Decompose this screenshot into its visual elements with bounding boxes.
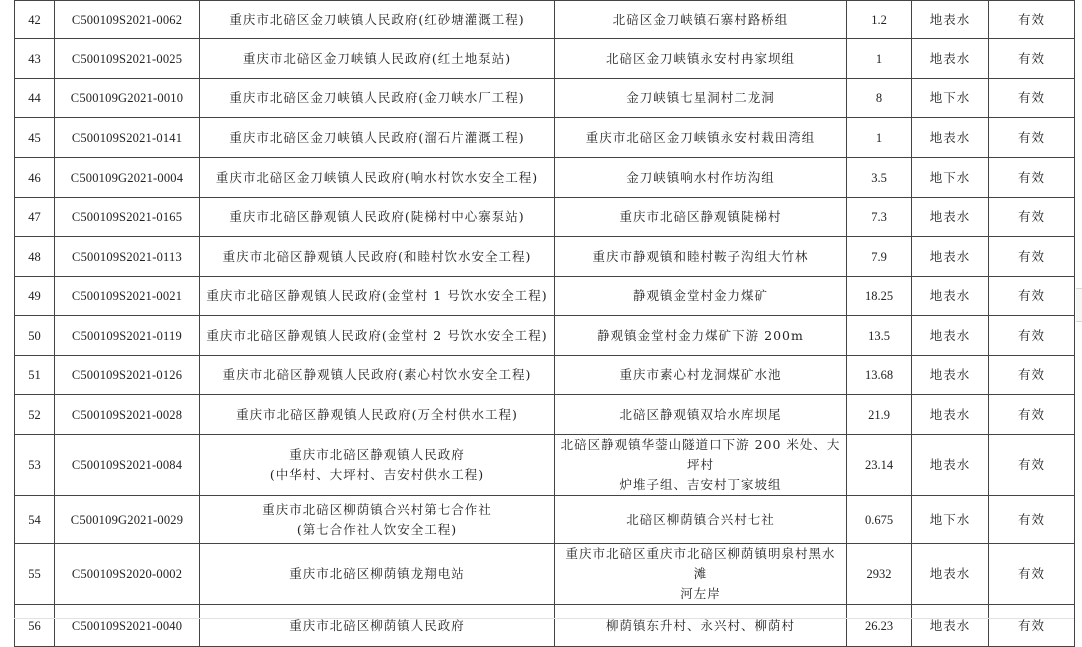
cell-permit-holder — [200, 395, 555, 435]
cell-status: 有效 — [989, 496, 1075, 544]
cell-row-number: 56 — [15, 605, 55, 647]
cell-status: 有效 — [989, 1, 1075, 39]
cell-permit-holder-line: (中华村、大坪村、吉安村供水工程) — [269, 467, 485, 482]
cell-intake-location-line: 北碚区静观镇华蓥山隧道口下游 200 米处、大坪村 — [560, 437, 841, 472]
cell-intake-location — [555, 605, 847, 647]
cell-permit-holder — [200, 496, 555, 544]
cell-intake-location — [555, 198, 847, 237]
cell-row-number: 50 — [15, 316, 55, 356]
cell-water-type: 地表水 — [912, 1, 989, 39]
cell-water-type: 地表水 — [912, 356, 989, 395]
cell-permit-code: C500109S2021-0021 — [55, 277, 200, 316]
cell-quantity: 1 — [847, 118, 912, 158]
cell-intake-location — [555, 118, 847, 158]
cell-permit-holder-line: 重庆市北碚区静观镇人民政府(万全村供水工程) — [236, 406, 518, 422]
cell-intake-location-line: 北碚区柳荫镇合兴村七社 — [626, 511, 775, 527]
cell-water-type: 地表水 — [912, 277, 989, 316]
cell-permit-holder — [200, 79, 555, 118]
cell-permit-holder — [200, 158, 555, 198]
cell-intake-location-line: 柳荫镇东升村、永兴村、柳荫村 — [605, 617, 795, 633]
cell-quantity: 2932 — [847, 544, 912, 605]
cell-intake-location — [555, 39, 847, 79]
cell-intake-location-line: 北碚区金刀峡镇石寨村路桥组 — [612, 11, 789, 27]
cell-water-type: 地表水 — [912, 39, 989, 79]
cell-intake-location — [555, 496, 847, 544]
table-body — [15, 1, 1075, 647]
cell-row-number: 42 — [15, 1, 55, 39]
cell-quantity: 7.9 — [847, 237, 912, 277]
cell-row-number: 53 — [15, 435, 55, 496]
cell-permit-holder-line: 重庆市北碚区金刀峡镇人民政府(红砂塘灌溉工程) — [229, 11, 525, 27]
cell-status: 有效 — [989, 237, 1075, 277]
table-row — [15, 118, 1075, 158]
cell-intake-location — [555, 395, 847, 435]
cell-intake-location — [555, 435, 847, 496]
cell-status: 有效 — [989, 198, 1075, 237]
page-edge-marker — [1076, 288, 1082, 322]
cell-quantity: 26.23 — [847, 605, 912, 647]
table-row — [15, 544, 1075, 605]
cell-water-type: 地表水 — [912, 605, 989, 647]
cell-water-type: 地下水 — [912, 79, 989, 118]
cell-water-type: 地表水 — [912, 316, 989, 356]
cell-permit-holder-line: 重庆市北碚区金刀峡镇人民政府(溜石片灌溉工程) — [229, 129, 525, 145]
cell-permit-code: C500109S2021-0119 — [55, 316, 200, 356]
cell-intake-location-line: 静观镇金堂村金力煤矿下游 200m — [597, 327, 804, 343]
cell-permit-code: C500109S2021-0113 — [55, 237, 200, 277]
cell-intake-location-line: 重庆市素心村龙洞煤矿水池 — [619, 367, 782, 382]
cell-status: 有效 — [989, 316, 1075, 356]
cell-intake-location — [555, 316, 847, 356]
cell-quantity: 13.68 — [847, 356, 912, 395]
cell-permit-code: C500109G2021-0004 — [55, 158, 200, 198]
cell-permit-holder — [200, 39, 555, 79]
cell-intake-location-line: 静观镇金堂村金力煤矿 — [632, 288, 768, 303]
page-bottom-rule — [14, 618, 1074, 619]
cell-permit-holder-line: 重庆市北碚区柳荫镇龙翔电站 — [289, 566, 465, 581]
cell-row-number: 44 — [15, 79, 55, 118]
cell-permit-code: C500109S2020-0002 — [55, 544, 200, 605]
cell-permit-code: C500109S2021-0062 — [55, 1, 200, 39]
cell-water-type: 地表水 — [912, 395, 989, 435]
cell-water-type: 地表水 — [912, 118, 989, 158]
cell-permit-code: C500109S2021-0084 — [55, 435, 200, 496]
cell-row-number: 43 — [15, 39, 55, 79]
table-row — [15, 79, 1075, 118]
cell-permit-holder — [200, 277, 555, 316]
cell-intake-location-line: 金刀峡镇响水村作坊沟组 — [626, 169, 775, 185]
cell-permit-holder — [200, 356, 555, 395]
cell-intake-location — [555, 158, 847, 198]
cell-row-number: 47 — [15, 198, 55, 237]
cell-permit-code: C500109S2021-0025 — [55, 39, 200, 79]
table-row — [15, 198, 1075, 237]
cell-water-type: 地表水 — [912, 198, 989, 237]
cell-permit-holder-line: 重庆市北碚区柳荫镇合兴村第七合作社 — [262, 501, 492, 517]
water-permit-table — [14, 0, 1075, 647]
table-row — [15, 158, 1075, 198]
cell-intake-location-line: 金刀峡镇七星洞村二龙洞 — [626, 90, 775, 105]
cell-water-type: 地表水 — [912, 435, 989, 496]
cell-intake-location — [555, 79, 847, 118]
cell-quantity: 21.9 — [847, 395, 912, 435]
cell-quantity: 0.675 — [847, 496, 912, 544]
cell-status: 有效 — [989, 158, 1075, 198]
cell-permit-holder — [200, 1, 555, 39]
cell-intake-location — [555, 356, 847, 395]
cell-permit-holder-line: 重庆市北碚区柳荫镇人民政府 — [289, 617, 465, 633]
cell-permit-holder-line: 重庆市北碚区静观镇人民政府(素心村饮水安全工程) — [222, 367, 532, 382]
cell-status: 有效 — [989, 118, 1075, 158]
cell-intake-location — [555, 1, 847, 39]
cell-quantity: 13.5 — [847, 316, 912, 356]
cell-row-number: 52 — [15, 395, 55, 435]
cell-intake-location-line: 重庆市静观镇和睦村鞍子沟组大竹林 — [592, 248, 809, 264]
cell-quantity: 1.2 — [847, 1, 912, 39]
cell-permit-holder — [200, 316, 555, 356]
cell-permit-holder — [200, 435, 555, 496]
cell-row-number: 55 — [15, 544, 55, 605]
cell-permit-code: C500109S2021-0141 — [55, 118, 200, 158]
cell-intake-location-line: 炉堆子组、吉安村丁家坡组 — [619, 477, 782, 492]
cell-row-number: 54 — [15, 496, 55, 544]
cell-permit-holder — [200, 605, 555, 647]
cell-water-type: 地下水 — [912, 496, 989, 544]
cell-quantity: 18.25 — [847, 277, 912, 316]
cell-permit-code: C500109S2021-0126 — [55, 356, 200, 395]
cell-intake-location-line: 重庆市北碚区金刀峡镇永安村栽田湾组 — [585, 129, 816, 145]
cell-permit-holder-line: 重庆市北碚区静观镇人民政府(陡梯村中心寨泵站) — [229, 209, 525, 224]
cell-status: 有效 — [989, 605, 1075, 647]
cell-row-number: 49 — [15, 277, 55, 316]
table-row — [15, 39, 1075, 79]
cell-intake-location — [555, 237, 847, 277]
cell-permit-code: C500109S2021-0165 — [55, 198, 200, 237]
cell-permit-code: C500109S2021-0028 — [55, 395, 200, 435]
table-row — [15, 316, 1075, 356]
cell-status: 有效 — [989, 435, 1075, 496]
cell-intake-location — [555, 544, 847, 605]
cell-status: 有效 — [989, 356, 1075, 395]
cell-water-type: 地下水 — [912, 158, 989, 198]
table-row — [15, 356, 1075, 395]
cell-status: 有效 — [989, 39, 1075, 79]
cell-permit-holder-line: (第七合作社人饮安全工程) — [296, 521, 458, 537]
cell-status: 有效 — [989, 395, 1075, 435]
table-row — [15, 237, 1075, 277]
cell-water-type: 地表水 — [912, 237, 989, 277]
cell-permit-code: C500109G2021-0029 — [55, 496, 200, 544]
cell-intake-location-line: 北碚区金刀峡镇永安村冉家坝组 — [605, 50, 795, 66]
cell-permit-holder-line: 重庆市北碚区静观镇人民政府(金堂村 1 号饮水安全工程) — [206, 288, 548, 303]
cell-status: 有效 — [989, 277, 1075, 316]
cell-permit-holder-line: 重庆市北碚区静观镇人民政府 — [289, 447, 465, 462]
cell-row-number: 45 — [15, 118, 55, 158]
cell-row-number: 48 — [15, 237, 55, 277]
cell-permit-holder-line: 重庆市北碚区金刀峡镇人民政府(红土地泵站) — [242, 50, 512, 66]
table-row — [15, 395, 1075, 435]
cell-water-type: 地表水 — [912, 544, 989, 605]
cell-quantity: 3.5 — [847, 158, 912, 198]
table-row — [15, 277, 1075, 316]
cell-permit-holder-line: 重庆市北碚区静观镇人民政府(和睦村饮水安全工程) — [222, 248, 532, 264]
cell-permit-code: C500109S2021-0040 — [55, 605, 200, 647]
cell-permit-holder — [200, 118, 555, 158]
cell-permit-holder — [200, 544, 555, 605]
cell-permit-holder — [200, 198, 555, 237]
cell-row-number: 46 — [15, 158, 55, 198]
cell-permit-holder-line: 重庆市北碚区金刀峡镇人民政府(金刀峡水厂工程) — [229, 90, 525, 105]
table-row — [15, 605, 1075, 647]
cell-intake-location-line: 北碚区静观镇双垥水库坝尾 — [619, 406, 782, 422]
cell-permit-holder-line: 重庆市北碚区金刀峡镇人民政府(响水村饮水安全工程) — [215, 169, 539, 185]
cell-quantity: 7.3 — [847, 198, 912, 237]
cell-status: 有效 — [989, 544, 1075, 605]
cell-row-number: 51 — [15, 356, 55, 395]
cell-quantity: 8 — [847, 79, 912, 118]
cell-permit-holder-line: 重庆市北碚区静观镇人民政府(金堂村 2 号饮水安全工程) — [206, 327, 548, 343]
table-row — [15, 435, 1075, 496]
cell-intake-location-line: 重庆市北碚区静观镇陡梯村 — [619, 209, 782, 224]
cell-permit-holder — [200, 237, 555, 277]
cell-quantity: 23.14 — [847, 435, 912, 496]
cell-quantity: 1 — [847, 39, 912, 79]
table-row — [15, 496, 1075, 544]
cell-status: 有效 — [989, 79, 1075, 118]
table-row — [15, 1, 1075, 39]
cell-intake-location-line: 重庆市北碚区重庆市北碚区柳荫镇明泉村黑水滩 — [565, 546, 836, 581]
cell-intake-location-line: 河左岸 — [680, 586, 721, 601]
cell-permit-code: C500109G2021-0010 — [55, 79, 200, 118]
cell-intake-location — [555, 277, 847, 316]
